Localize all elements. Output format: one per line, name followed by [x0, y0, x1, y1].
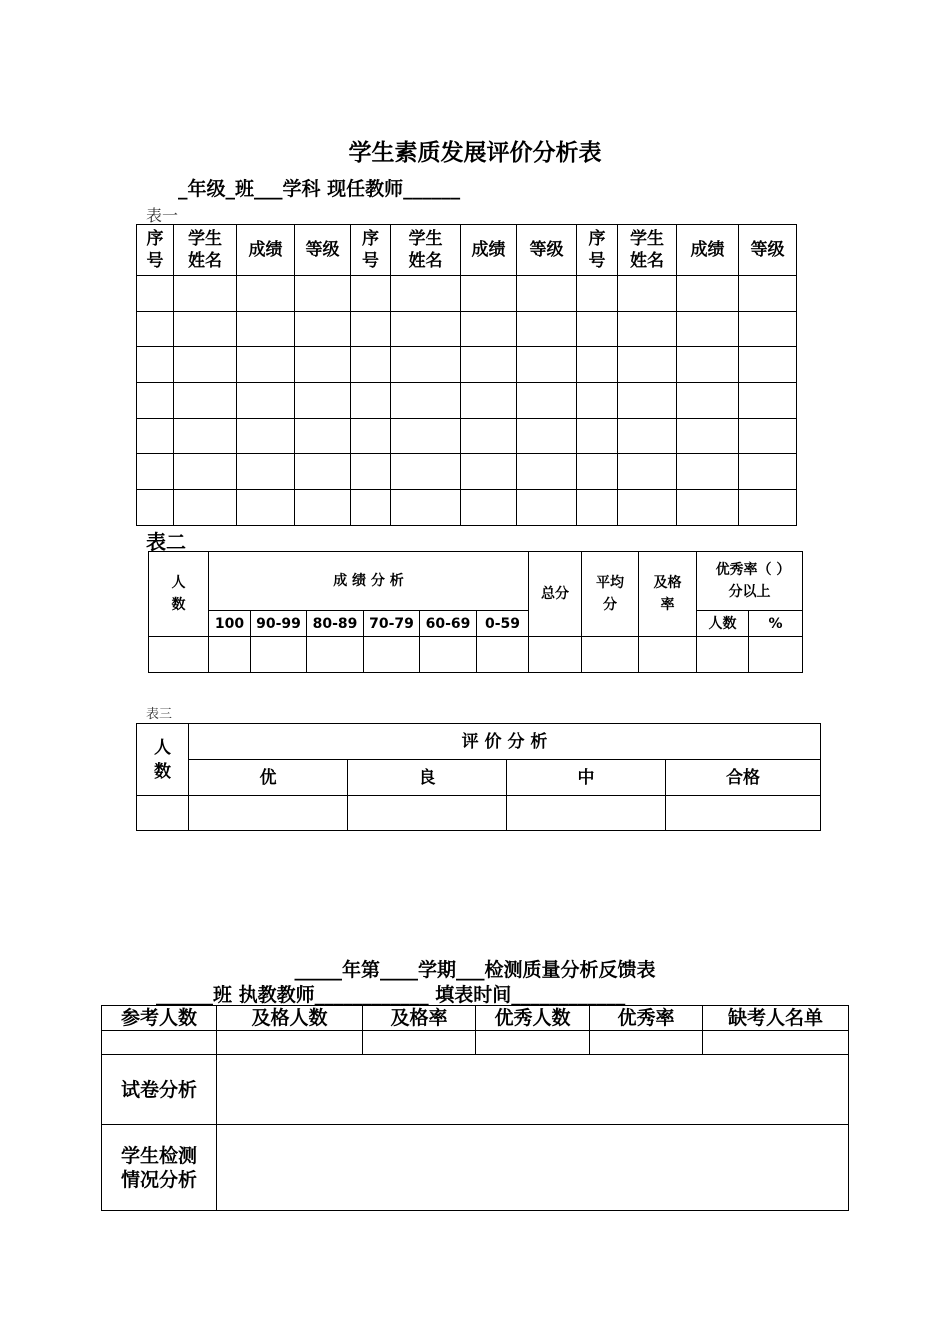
table1-cell[interactable]: [677, 454, 739, 490]
table1-cell[interactable]: [295, 418, 351, 454]
table1-cell[interactable]: [577, 276, 618, 312]
table2-header-row: [149, 552, 803, 611]
table3-subheader-row: [137, 760, 821, 796]
table2-range-header: 80-89: [307, 611, 364, 637]
table1-header-cell: 序号: [351, 225, 391, 276]
table2-score-analysis-header: 成 绩 分 析: [209, 552, 529, 611]
table1-cell[interactable]: [677, 276, 739, 312]
table2-excellent-rate-header: 优秀率（ ）分以上: [697, 552, 803, 611]
feedback-cell[interactable]: [703, 1031, 849, 1055]
table3-cell[interactable]: [137, 796, 189, 831]
table1-header-cell: 学生姓名: [618, 225, 677, 276]
table1-cell[interactable]: [618, 490, 677, 526]
table1-cell[interactable]: [391, 347, 461, 383]
table3-cell[interactable]: [666, 796, 821, 831]
table2-range-header: 60-69: [420, 611, 477, 637]
table3-header-row: [137, 724, 821, 760]
table1-cell[interactable]: [618, 276, 677, 312]
table1-cell[interactable]: [137, 347, 174, 383]
table3-level-header: 优: [189, 760, 348, 796]
table1-cell[interactable]: [237, 276, 295, 312]
feedback-cell[interactable]: [363, 1031, 476, 1055]
table-row: [102, 1031, 849, 1055]
table1-cell[interactable]: [174, 276, 237, 312]
feedback-table: [101, 1005, 849, 1211]
table1-cell[interactable]: [677, 347, 739, 383]
table1-cell[interactable]: [137, 418, 174, 454]
table2-total-header: 总分: [529, 552, 582, 637]
table-row: [137, 490, 797, 526]
table1-header-row: [137, 225, 797, 276]
table1-cell[interactable]: [351, 347, 391, 383]
table1-header-cell: 学生姓名: [391, 225, 461, 276]
table1-cell[interactable]: [391, 490, 461, 526]
page-title: 学生素质发展评价分析表: [348, 140, 602, 166]
table3-evaluation-header: 评 价 分 析: [189, 724, 821, 760]
table1-cell[interactable]: [461, 383, 517, 419]
table1-header-cell: 等级: [295, 225, 351, 276]
table1-cell[interactable]: [295, 490, 351, 526]
table2-cell[interactable]: [420, 637, 477, 673]
table-row: [137, 454, 797, 490]
feedback-cell[interactable]: [590, 1031, 703, 1055]
feedback-cell[interactable]: [217, 1031, 363, 1055]
table1-cell[interactable]: [351, 454, 391, 490]
feedback-header-cell: 缺考人名单: [703, 1006, 849, 1031]
table1-cell[interactable]: [461, 454, 517, 490]
feedback-header-cell: 及格人数: [217, 1006, 363, 1031]
table2: [148, 551, 803, 673]
feedback-header-cell: 参考人数: [102, 1006, 217, 1031]
table3-level-header: 合格: [666, 760, 821, 796]
table1-cell[interactable]: [739, 418, 797, 454]
table1-cell[interactable]: [517, 276, 577, 312]
table-row: [137, 347, 797, 383]
table1-cell[interactable]: [739, 454, 797, 490]
table1-cell[interactable]: [237, 418, 295, 454]
table1-cell[interactable]: [577, 383, 618, 419]
table1-cell[interactable]: [295, 383, 351, 419]
table1-header-cell: 成绩: [237, 225, 295, 276]
table2-range-header: 90-99: [251, 611, 307, 637]
table-row: [137, 276, 797, 312]
table2-range-header: 70-79: [364, 611, 420, 637]
student-analysis-row: [102, 1125, 849, 1211]
student-analysis-field[interactable]: [217, 1125, 849, 1211]
table1-cell[interactable]: [577, 490, 618, 526]
table1-cell[interactable]: [577, 418, 618, 454]
table1-caption: 表一: [146, 206, 179, 225]
table1-cell[interactable]: [391, 311, 461, 347]
table1-cell[interactable]: [618, 454, 677, 490]
table1-cell[interactable]: [295, 347, 351, 383]
table1-cell[interactable]: [677, 383, 739, 419]
paper-analysis-field[interactable]: [217, 1055, 849, 1125]
table1-cell[interactable]: [174, 311, 237, 347]
table1-cell[interactable]: [391, 276, 461, 312]
table3-cell[interactable]: [189, 796, 348, 831]
table1-cell[interactable]: [137, 383, 174, 419]
table1-cell[interactable]: [351, 383, 391, 419]
table1-cell[interactable]: [461, 311, 517, 347]
table2-cell[interactable]: [749, 637, 803, 673]
table-row: [137, 311, 797, 347]
table1-cell[interactable]: [295, 276, 351, 312]
feedback-title: _____年第____学期___检测质量分析反馈表: [294, 959, 656, 981]
paper-analysis-row: [102, 1055, 849, 1125]
table1-cell[interactable]: [137, 276, 174, 312]
table1-cell[interactable]: [174, 490, 237, 526]
table1-cell[interactable]: [237, 383, 295, 419]
feedback-subtitle: ______班 执教教师____________ 填表时间____________: [156, 984, 626, 1006]
table1-cell[interactable]: [517, 383, 577, 419]
table1-cell[interactable]: [461, 490, 517, 526]
table2-cell[interactable]: [149, 637, 209, 673]
table1-cell[interactable]: [237, 490, 295, 526]
table1: [136, 224, 797, 526]
student-analysis-label: 学生检测情况分析: [102, 1125, 217, 1211]
table-row: [137, 383, 797, 419]
table1-cell[interactable]: [517, 311, 577, 347]
table1-cell[interactable]: [237, 347, 295, 383]
feedback-cell[interactable]: [476, 1031, 590, 1055]
feedback-header-cell: 优秀人数: [476, 1006, 590, 1031]
table1-cell[interactable]: [739, 383, 797, 419]
table1-cell[interactable]: [137, 490, 174, 526]
table2-caption: 表二: [146, 530, 186, 554]
table1-cell[interactable]: [517, 418, 577, 454]
feedback-header-row: [102, 1006, 849, 1031]
table3-level-header: 良: [348, 760, 507, 796]
table1-cell[interactable]: [237, 311, 295, 347]
table2-pass-rate-header: 及格率: [639, 552, 697, 637]
table1-cell[interactable]: [174, 418, 237, 454]
table1-header-cell: 成绩: [461, 225, 517, 276]
table2-cell[interactable]: [209, 637, 251, 673]
table2-percent-header: %: [749, 611, 803, 637]
table1-cell[interactable]: [461, 347, 517, 383]
table1-cell[interactable]: [577, 311, 618, 347]
table1-cell[interactable]: [351, 276, 391, 312]
table1-cell[interactable]: [739, 347, 797, 383]
table3-level-header: 中: [507, 760, 666, 796]
table1-cell[interactable]: [517, 490, 577, 526]
table1-header-cell: 成绩: [677, 225, 739, 276]
paper-analysis-label: 试卷分析: [102, 1055, 217, 1125]
table1-cell[interactable]: [677, 418, 739, 454]
table1-cell[interactable]: [677, 490, 739, 526]
table2-average-header: 平均分: [582, 552, 639, 637]
table1-cell[interactable]: [739, 276, 797, 312]
table1-cell[interactable]: [137, 454, 174, 490]
table3: [136, 723, 821, 831]
table1-cell[interactable]: [351, 418, 391, 454]
table1-cell[interactable]: [461, 276, 517, 312]
table-row: [149, 637, 803, 673]
table1-cell[interactable]: [351, 490, 391, 526]
table1-cell[interactable]: [618, 383, 677, 419]
table1-cell[interactable]: [461, 418, 517, 454]
table1-cell[interactable]: [577, 454, 618, 490]
table1-cell[interactable]: [351, 311, 391, 347]
feedback-cell[interactable]: [102, 1031, 217, 1055]
table1-cell[interactable]: [174, 347, 237, 383]
table2-range-header: 0-59: [477, 611, 529, 637]
table2-cell[interactable]: [529, 637, 582, 673]
table3-caption: 表三: [146, 707, 173, 722]
table1-cell[interactable]: [391, 454, 461, 490]
table1-cell[interactable]: [517, 454, 577, 490]
table3-cell[interactable]: [507, 796, 666, 831]
table1-cell[interactable]: [739, 490, 797, 526]
table2-cell[interactable]: [364, 637, 420, 673]
table1-cell[interactable]: [739, 311, 797, 347]
table1-header-cell: 序号: [577, 225, 618, 276]
table1-cell[interactable]: [174, 383, 237, 419]
table2-cell[interactable]: [639, 637, 697, 673]
table1-cell[interactable]: [391, 383, 461, 419]
table3-people-header: 人数: [137, 724, 189, 796]
table-row: [137, 418, 797, 454]
table1-cell[interactable]: [677, 311, 739, 347]
table1-cell[interactable]: [137, 311, 174, 347]
table1-cell[interactable]: [295, 454, 351, 490]
feedback-header-cell: 及格率: [363, 1006, 476, 1031]
table1-header-cell: 等级: [517, 225, 577, 276]
table2-range-header: 100: [209, 611, 251, 637]
table1-cell[interactable]: [174, 454, 237, 490]
table1-header-cell: 等级: [739, 225, 797, 276]
table2-cell[interactable]: [307, 637, 364, 673]
table2-people-header: 人数: [149, 552, 209, 637]
table1-cell[interactable]: [391, 418, 461, 454]
table2-cell[interactable]: [697, 637, 749, 673]
table2-cell[interactable]: [251, 637, 307, 673]
table1-cell[interactable]: [618, 347, 677, 383]
table2-cell[interactable]: [582, 637, 639, 673]
table1-cell[interactable]: [618, 418, 677, 454]
table1-cell[interactable]: [237, 454, 295, 490]
table3-cell[interactable]: [348, 796, 507, 831]
feedback-header-cell: 优秀率: [590, 1006, 703, 1031]
table1-cell[interactable]: [618, 311, 677, 347]
table2-cell[interactable]: [477, 637, 529, 673]
table1-header-cell: 序号: [137, 225, 174, 276]
table1-header-cell: 学生姓名: [174, 225, 237, 276]
table1-cell[interactable]: [577, 347, 618, 383]
page-subtitle: _年级_班___学科 现任教师______: [178, 178, 461, 200]
table2-subheader-row: [149, 611, 803, 637]
table-row: [137, 796, 821, 831]
table2-excellent-count-header: 人数: [697, 611, 749, 637]
table1-cell[interactable]: [295, 311, 351, 347]
table1-cell[interactable]: [517, 347, 577, 383]
